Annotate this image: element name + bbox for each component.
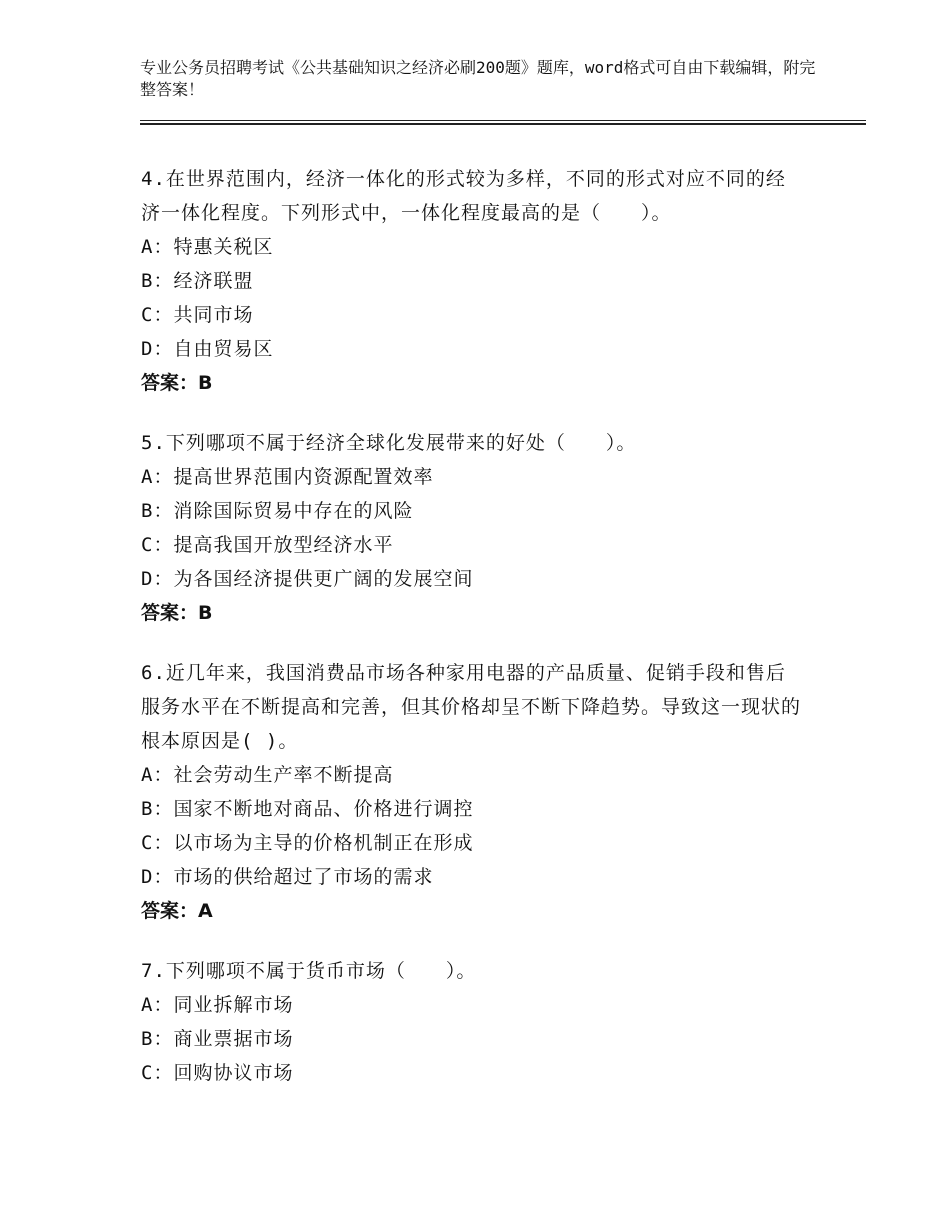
option-b: B：商业票据市场 bbox=[141, 1028, 294, 1050]
question-list bbox=[141, 162, 801, 1116]
question-6 bbox=[141, 656, 801, 928]
question-stem: 6.近几年来，我国消费品市场各种家用电器的产品质量、促销手段和售后服务水平在不断提高和完善，但其价格却呈不断下降趋势。导致这一现状的根本原因是( )。 bbox=[141, 662, 802, 752]
option-d: D：自由贸易区 bbox=[141, 338, 274, 360]
option-a: A：社会劳动生产率不断提高 bbox=[141, 764, 394, 786]
question-5 bbox=[141, 426, 801, 630]
question-4 bbox=[141, 162, 801, 400]
option-b: B：消除国际贸易中存在的风险 bbox=[141, 500, 414, 522]
header-divider bbox=[140, 120, 866, 125]
option-c: C：回购协议市场 bbox=[141, 1062, 294, 1084]
answer: 答案：B bbox=[141, 602, 213, 624]
option-a: A：特惠关税区 bbox=[141, 236, 274, 258]
option-d: D：市场的供给超过了市场的需求 bbox=[141, 866, 434, 888]
answer: 答案：A bbox=[141, 900, 213, 922]
document-header bbox=[140, 57, 820, 101]
option-a: A：提高世界范围内资源配置效率 bbox=[141, 466, 434, 488]
question-7 bbox=[141, 954, 801, 1090]
option-d: D：为各国经济提供更广阔的发展空间 bbox=[141, 568, 474, 590]
header-text: 专业公务员招聘考试《公共基础知识之经济必刷200题》题库，word格式可自由下载编辑，附完整答案！ bbox=[140, 58, 816, 99]
option-c: C：提高我国开放型经济水平 bbox=[141, 534, 394, 556]
question-stem: 5.下列哪项不属于经济全球化发展带来的好处（ ）。 bbox=[141, 432, 637, 454]
option-a: A：同业拆解市场 bbox=[141, 994, 294, 1016]
option-c: C：以市场为主导的价格机制正在形成 bbox=[141, 832, 474, 854]
option-b: B：经济联盟 bbox=[141, 270, 254, 292]
question-stem: 4.在世界范围内，经济一体化的形式较为多样，不同的形式对应不同的经济一体化程度。下列形式中，一体化程度最高的是（ ）。 bbox=[141, 168, 786, 224]
option-c: C：共同市场 bbox=[141, 304, 254, 326]
question-stem: 7.下列哪项不属于货币市场（ ）。 bbox=[141, 960, 477, 982]
option-b: B：国家不断地对商品、价格进行调控 bbox=[141, 798, 474, 820]
answer: 答案：B bbox=[141, 372, 213, 394]
